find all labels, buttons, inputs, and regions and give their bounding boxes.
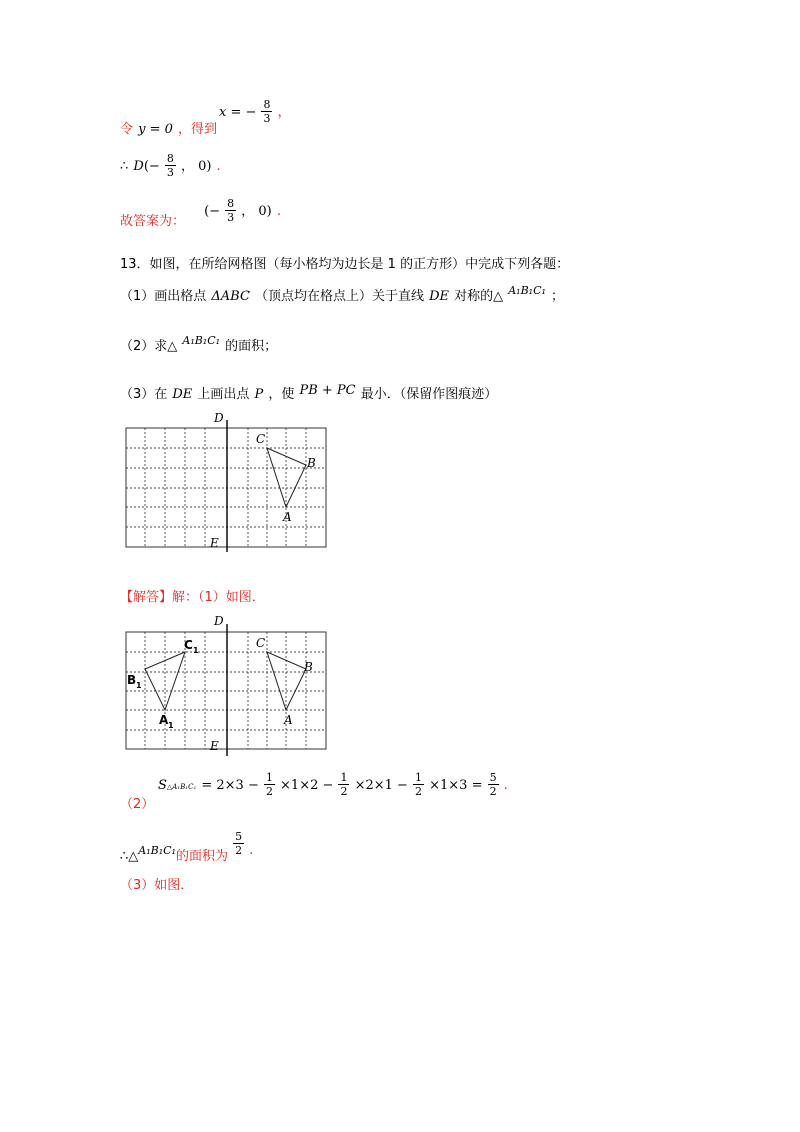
fraction-8-3: $\frac{8}{3}$ (263, 98, 271, 125)
area-formula (158, 771, 508, 798)
area-subscript: △A₁B₁C₁ (166, 783, 197, 791)
coord-rest: ， 0) (180, 159, 212, 174)
grid-border (126, 428, 326, 547)
point-D: D (133, 159, 144, 174)
fraction-1-2: $\frac{1}{2}$ (340, 771, 348, 798)
answer-text: 解：（1）如图． (172, 590, 265, 605)
label-c1-sub: 1 (193, 646, 199, 655)
fraction-1-2: $\frac{1}{2}$ (265, 771, 273, 798)
coord-rest: ， 0) (241, 204, 272, 219)
label-c: C (256, 636, 266, 650)
answer-line-1 (120, 118, 217, 137)
label-d: D (214, 614, 224, 628)
triangle-abc: ΔABC (211, 289, 250, 304)
label-a: A (284, 713, 293, 727)
fraction-5-2: $\frac{5}{2}$ (235, 830, 243, 857)
part-2-label (120, 793, 154, 812)
math-y-eq: y = 0 (138, 122, 173, 137)
label-d: D (214, 411, 224, 425)
paren-open: (− (143, 159, 160, 174)
label-b1: B (127, 673, 137, 687)
answer-header (120, 586, 265, 605)
fraction-8-3: $\frac{8}{3}$ (166, 152, 174, 179)
therefore-symbol: ∴△ (120, 849, 139, 864)
fraction-1-2: $\frac{1}{2}$ (415, 771, 423, 798)
text-dedao: ，得到 (177, 122, 217, 137)
grid-lines (126, 428, 326, 547)
text: 上画出点 (197, 387, 250, 402)
comma: ， (277, 105, 291, 120)
expr: = 2×3 − (201, 778, 259, 793)
text: ，使 (268, 387, 295, 402)
answer-tag: 【解答】 (120, 590, 173, 605)
paren-open: (− (204, 204, 221, 219)
period: . (216, 159, 221, 174)
expr: ×2×1 − (354, 778, 408, 793)
triangle-a1b1c1: A₁B₁C₁ (138, 844, 176, 857)
text: （3）在 (120, 387, 168, 402)
triangle-a1b1c1: A₁B₁C₁ (182, 334, 221, 347)
triangle-a1b1c1: A₁B₁C₁ (508, 284, 546, 297)
label-a1-sub: 1 (168, 721, 174, 730)
expr: ×1×2 − (280, 778, 334, 793)
grid-figure-2 (120, 610, 335, 760)
line-de: DE (172, 387, 193, 402)
triangle-abc (267, 448, 306, 507)
question-13-part-2 (120, 335, 277, 354)
question-13-part-1 (120, 285, 564, 304)
text: （顶点均在格点上）关于直线 (255, 289, 425, 304)
label-e: E (210, 739, 219, 753)
text: 对称的△ (454, 289, 504, 304)
label-e: E (210, 536, 219, 550)
question-13-part-3 (120, 383, 497, 402)
therefore-symbol: ∴ (120, 159, 129, 174)
text: 的面积； (225, 339, 278, 354)
label-b1-sub: 1 (136, 681, 142, 690)
label-c: C (256, 432, 266, 446)
expr: ×1×3 = (429, 778, 483, 793)
answer-line-3 (120, 197, 281, 229)
expr-pb-pc: PB + PC (299, 383, 356, 398)
conclusion-text: 的面积为 (175, 849, 228, 864)
math-x-value (219, 98, 291, 125)
question-13-intro: 13．如图，在所给网格图（每小格均为边长是 1 的正方形）中完成下列各题： (120, 257, 570, 272)
text: 最小．（保留作图痕迹） (360, 387, 498, 402)
label-b: B (304, 660, 313, 674)
text: （1）画出格点 (120, 289, 207, 304)
period: . (249, 843, 254, 858)
text-ling: 令 (120, 122, 134, 137)
fraction-5-2: $\frac{5}{2}$ (489, 771, 497, 798)
area-symbol: S (158, 778, 167, 793)
triangle-abc (267, 652, 306, 710)
fraction-8-3: $\frac{8}{3}$ (227, 197, 235, 224)
conclusion-line (120, 830, 254, 864)
grid-figure-1 (120, 408, 335, 556)
text: ； (551, 289, 565, 304)
label-b: B (307, 456, 316, 470)
point-p: P (254, 387, 264, 402)
label-c1: C (184, 638, 193, 652)
text: （2）求△ (120, 339, 178, 354)
part-3-text: （3）如图． (120, 878, 194, 893)
label-a: A (283, 510, 292, 524)
label-2: （2） (120, 797, 155, 812)
x-lhs: x = − (219, 105, 257, 120)
answer-line-2 (120, 152, 221, 179)
label-a1: A (159, 713, 169, 727)
period: . (503, 778, 508, 793)
line-de: DE (429, 289, 450, 304)
answer-label: 故答案为： (120, 214, 186, 229)
period: . (276, 204, 281, 219)
